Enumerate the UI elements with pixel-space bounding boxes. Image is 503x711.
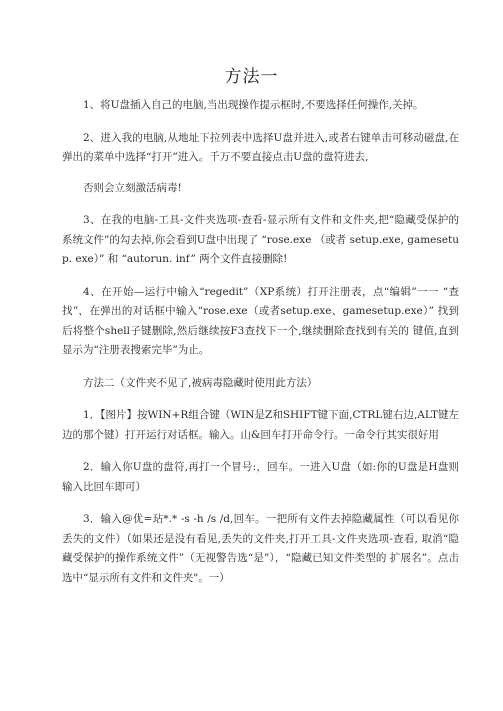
- paragraph-step-3: 3、在我的电脑-工具-文件夹选项-查看-显示所有文件和文件夹,把“隐藏受保护的系统文件”的勾去掉,你会看到U盘中出现了 “rose.exe （或者 setup.exe, gamesetup. exe）” 和 “autorun. inf” 两个文件直接删除!: [62, 214, 459, 265]
- paragraph-warning: 否则会立刻激活病毒!: [83, 181, 182, 194]
- document-body: [62, 96, 459, 601]
- paragraph-step-1: 1、将U盘插入自己的电脑,当出现操作提示框时,不要选择任何操作,关掉。: [83, 99, 424, 111]
- paragraph-method-2-step-1: 1．【图片】按WIN+R组合键（WIN是Z和SHIFT键下面,CTRL键右边,ALT键左 边的那个键）打开运行对话框。输入。山&回车打开命令行。一命令行其实很好用: [62, 409, 459, 441]
- paragraph-method-2-step-2: 2．输入你U盘的盘符,再打一个冒号:，回车。一进入U盘（如:你的U盘是H盘则输入比回车即可）: [62, 461, 459, 493]
- paragraph-step-4: 4、在开始—运行中输入“regedit”（XP系统）打开注册表，点“编辑”一一 “查找”，在弹出的对话框中输入“rose.exe（或者setup.exe、gamesetup.exe）” 找到后将整个shell子键删除,然后继续按F3查找下一个,继续删除查找到有关的 键值,直到显示为“注册表搜索完毕”为止。: [62, 285, 459, 356]
- paragraph-method-2-step-3: 3．输入@优=玷*.* -s -h /s /d,回车。一把所有文件去掉隐藏属性（可以看见你丢失的文件）（如果还是没有看见,丢失的文件夹,打开工具-文件夹选项-查看, 取消“隐藏受保护的操作系统文件”（无视警告选“是”），“隐藏已知文件类型的 扩展名”。点击选中“显示所有文件和文件夹"。一）: [62, 513, 459, 584]
- paragraph-step-2: 2、进入我的电脑,从地址下拉列表中选择U盘并进入,或者右键单击可移动磁盘,在弹出的菜单中选择“打开”进入。千万不要直接点击U盘的盘符进去,: [62, 131, 459, 163]
- paragraph-method-2-heading: 方法二（文件夹不见了,被病毒隐藏时使用此方法）: [83, 376, 318, 389]
- document-title: 方法一: [224, 67, 279, 87]
